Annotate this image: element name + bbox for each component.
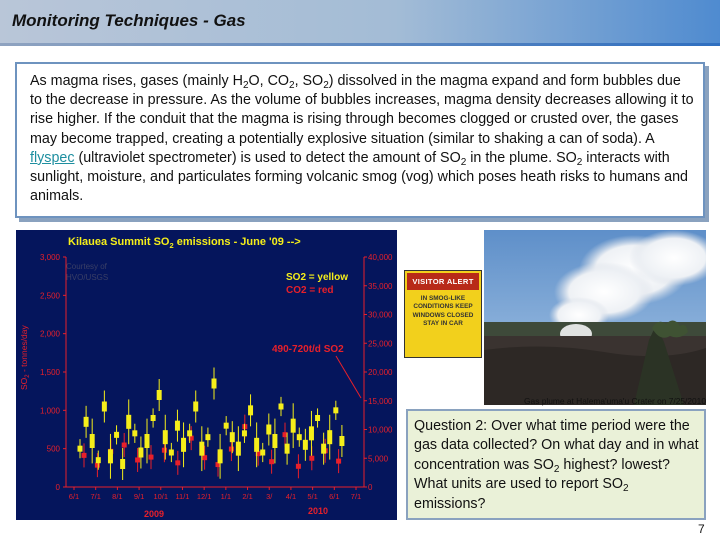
so2-point — [193, 402, 198, 412]
co2-point — [175, 460, 180, 465]
so2-point — [266, 425, 271, 435]
so2-point — [315, 415, 320, 421]
chart-annotation: 490-720t/d SO2 — [272, 344, 344, 355]
page-number: 7 — [698, 522, 705, 536]
so2-point — [230, 432, 235, 442]
so2-emissions-chart — [16, 230, 397, 520]
so2-point — [138, 448, 143, 458]
so2-point — [339, 436, 344, 446]
x-tick-label: 2/1 — [242, 492, 253, 501]
co2-point — [336, 459, 341, 464]
so2-point — [157, 390, 162, 400]
slide-title: Monitoring Techniques - Gas — [12, 11, 246, 30]
legend-co2: CO2 = red — [286, 285, 334, 296]
chart-courtesy-line1: Courtesy of — [66, 262, 107, 271]
so2-point — [163, 430, 168, 444]
co2-point — [269, 459, 274, 464]
so2-point — [108, 449, 113, 463]
y-tick-label-right: 40,000 — [368, 253, 393, 262]
so2-point — [181, 438, 186, 452]
so2-point — [169, 450, 174, 456]
so2-point — [218, 449, 223, 463]
so2-point — [151, 415, 156, 421]
so2-point — [212, 379, 217, 389]
y-tick-label-right: 5,000 — [368, 454, 389, 464]
so2-point — [309, 426, 314, 440]
so2-point — [114, 432, 119, 438]
so2-point — [291, 419, 296, 433]
so2-point — [84, 417, 89, 427]
so2-point — [272, 434, 277, 448]
so2-point — [126, 415, 131, 429]
legend-so2: SO2 = yellow — [286, 272, 348, 283]
x-tick-label: 8/1 — [112, 492, 123, 501]
x-tick-label: 6/1 — [68, 492, 80, 501]
y-tick-label-right: 20,000 — [368, 368, 393, 377]
year-label-2009: 2009 — [144, 509, 165, 519]
so2-point — [120, 459, 125, 469]
y-tick-label-left: 1,500 — [39, 368, 60, 377]
y-tick-label-left: 500 — [46, 444, 60, 454]
so2-point — [333, 407, 338, 413]
x-tick-label: 6/1 — [329, 492, 340, 501]
intro-paragraph: As magma rises, gases (mainly $H_2O$, $CO_2$, $SO_2$) dissolved in the magma expand and form bubbles due to the decrease in pressure. As the volume of bubbles increases, magma density decreases allowing it to rise higher. If the conduit that the magma is rising through becomes clogged or crusted over, the gases may become trapped, creating a potentially explosive situation (similar to shaking a can of soda). A flyspec (ultraviolet spectrometer) is used to detect the amount of $SO_2$ in the plume. $SO_2$ interacts with sunlight, moisture, and particulates forming volcanic smog (vog) which poses heath risks to humans and animals. — [30, 73, 694, 205]
gas-plume-photo — [484, 230, 706, 405]
intro-box — [15, 62, 705, 218]
annotation-arrow — [336, 356, 361, 398]
co2-point — [82, 453, 87, 458]
co2-point — [122, 443, 127, 448]
x-tick-label: 7/1 — [90, 492, 101, 501]
y-tick-label-right: 35,000 — [368, 281, 393, 291]
so2-point — [90, 434, 95, 448]
x-tick-label: 9/1 — [133, 492, 145, 501]
so2-point — [132, 430, 137, 436]
x-tick-label: 12/1 — [196, 492, 212, 501]
co2-point — [149, 455, 154, 460]
co2-point — [135, 457, 140, 462]
y-tick-label-right: 30,000 — [368, 310, 393, 320]
x-tick-label: 11/1 — [175, 492, 190, 501]
x-tick-label: 7/1 — [350, 492, 362, 501]
y-tick-label-left: 3,000 — [39, 253, 60, 262]
co2-point — [95, 463, 100, 468]
x-tick-label: 3/ — [266, 492, 273, 501]
so2-point — [145, 434, 150, 448]
so2-point — [285, 444, 290, 454]
co2-point — [162, 448, 167, 453]
chart-courtesy-line2: HVO/USGS — [66, 273, 109, 282]
chart-canvas — [16, 230, 397, 520]
so2-point — [248, 405, 253, 415]
co2-point — [309, 456, 314, 461]
so2-point — [175, 421, 180, 431]
so2-point — [78, 446, 83, 452]
x-tick-label: 4/1 — [285, 492, 297, 501]
photo-caption: Gas plume at Halema'uma'u Crater on 7/25/2010 — [524, 396, 706, 406]
visitor-alert-header: VISITOR ALERT — [407, 273, 479, 290]
y-tick-label-right: 25,000 — [368, 339, 393, 349]
y-tick-label-right: 0 — [368, 483, 373, 492]
co2-point — [202, 455, 207, 460]
y-tick-label-left: 2,500 — [39, 291, 60, 301]
so2-point — [260, 450, 265, 456]
so2-point — [224, 423, 229, 429]
so2-point — [102, 402, 107, 412]
y-tick-label-left: 1,000 — [39, 406, 60, 416]
y-axis-label: $SO_2$ - tonnes/day — [19, 325, 31, 390]
y-tick-label-right: 15,000 — [368, 396, 393, 406]
so2-point — [236, 442, 241, 456]
so2-point — [297, 434, 302, 440]
co2-point — [229, 447, 234, 452]
x-tick-label: 5/1 — [307, 492, 318, 501]
so2-point — [242, 430, 247, 436]
y-tick-label-left: 2,000 — [39, 329, 60, 339]
so2-point — [187, 430, 192, 436]
so2-point — [327, 430, 332, 444]
co2-point — [296, 464, 301, 469]
year-label-2010: 2010 — [308, 506, 329, 516]
so2-point — [96, 457, 101, 463]
y-tick-label-left: 0 — [55, 483, 60, 492]
flyspec-link[interactable]: flyspec — [30, 149, 75, 166]
visitor-alert-sign — [404, 270, 482, 358]
so2-point — [199, 442, 204, 456]
so2-point — [205, 434, 210, 440]
x-tick-label: 1/1 — [220, 492, 232, 501]
so2-point — [321, 444, 326, 454]
so2-point — [303, 440, 308, 450]
y-tick-label-right: 10,000 — [368, 425, 393, 435]
visitor-alert-body: IN SMOG-LIKE CONDITIONS KEEP WINDOWS CLOSED STAY IN CAR — [412, 295, 474, 328]
so2-point — [254, 438, 259, 452]
x-tick-label: 10/1 — [153, 492, 169, 501]
title-bar — [0, 0, 720, 46]
question-box — [406, 409, 706, 520]
so2-point — [279, 404, 284, 410]
question-text: Question 2: Over what time period were the gas data collected? On what day and in what concentration was $SO_2$ highest? lowest? What units are used to report $SO_2$ emissions? — [414, 418, 699, 512]
chart-title: Kilauea Summit $SO_2$ emissions - June '09 --> — [68, 236, 301, 250]
